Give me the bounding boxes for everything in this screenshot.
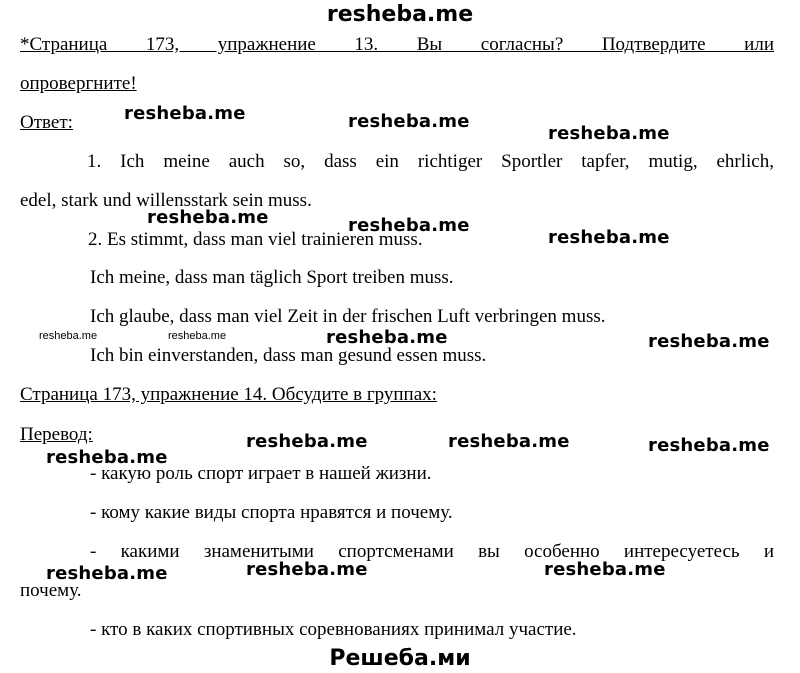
exercise13-heading-line2: опровергните! bbox=[20, 73, 137, 94]
site-title: resheba.me bbox=[326, 2, 474, 27]
answer-line4: Ich glaube, dass man viel Zeit in der frischen Luft verbringen muss. bbox=[90, 306, 606, 327]
translation-bullet2: - кому какие виды спорта нравятся и почему. bbox=[90, 502, 453, 523]
watermark: resheba.me bbox=[124, 103, 246, 124]
watermark: resheba.me bbox=[648, 331, 770, 352]
footer-brand: Решеба.ми bbox=[329, 646, 471, 671]
watermark: resheba.me bbox=[326, 327, 448, 348]
watermark: resheba.me bbox=[348, 215, 470, 236]
translation-label: Перевод: bbox=[20, 424, 93, 445]
watermark: resheba.me bbox=[246, 431, 368, 452]
watermark: resheba.me bbox=[348, 111, 470, 132]
exercise14-heading: Страница 173, упражнение 14. Обсудите в группах: bbox=[20, 384, 437, 405]
watermark-small: resheba.me bbox=[39, 330, 98, 342]
translation-bullet4: - кто в каких спортивных соревнованиях принимал участие. bbox=[90, 619, 577, 640]
answer-item2: 2. Es stimmt, dass man viel trainieren muss. bbox=[88, 229, 423, 250]
answer-label: Ответ: bbox=[20, 112, 73, 133]
translation-bullet3-line2: почему. bbox=[20, 580, 82, 601]
answer-line3: Ich meine, dass man täglich Sport treiben muss. bbox=[90, 267, 454, 288]
watermark: resheba.me bbox=[544, 559, 666, 580]
watermark: resheba.me bbox=[548, 123, 670, 144]
answer-item1-line1: 1. Ich meine auch so, dass ein richtiger Sportler tapfer, mutig, ehrlich, bbox=[87, 151, 774, 172]
watermark: resheba.me bbox=[548, 227, 670, 248]
watermark: resheba.me bbox=[448, 431, 570, 452]
watermark: resheba.me bbox=[46, 563, 168, 584]
watermark: resheba.me bbox=[648, 435, 770, 456]
watermark: resheba.me bbox=[147, 207, 269, 228]
translation-bullet3-line1: - какими знаменитыми спортсменами вы особенно интересуетесь и bbox=[90, 541, 774, 562]
answer-line5: Ich bin einverstanden, dass man gesund essen muss. bbox=[90, 345, 487, 366]
answer-item1-line2: edel, stark und willensstark sein muss. bbox=[20, 190, 312, 211]
watermark-small: resheba.me bbox=[168, 330, 227, 342]
exercise13-heading-line1: *Страница 173, упражнение 13. Вы согласны? Подтвердите или bbox=[20, 34, 774, 55]
watermark: resheba.me bbox=[46, 447, 168, 468]
translation-bullet1: - какую роль спорт играет в нашей жизни. bbox=[90, 463, 432, 484]
watermark: resheba.me bbox=[246, 559, 368, 580]
